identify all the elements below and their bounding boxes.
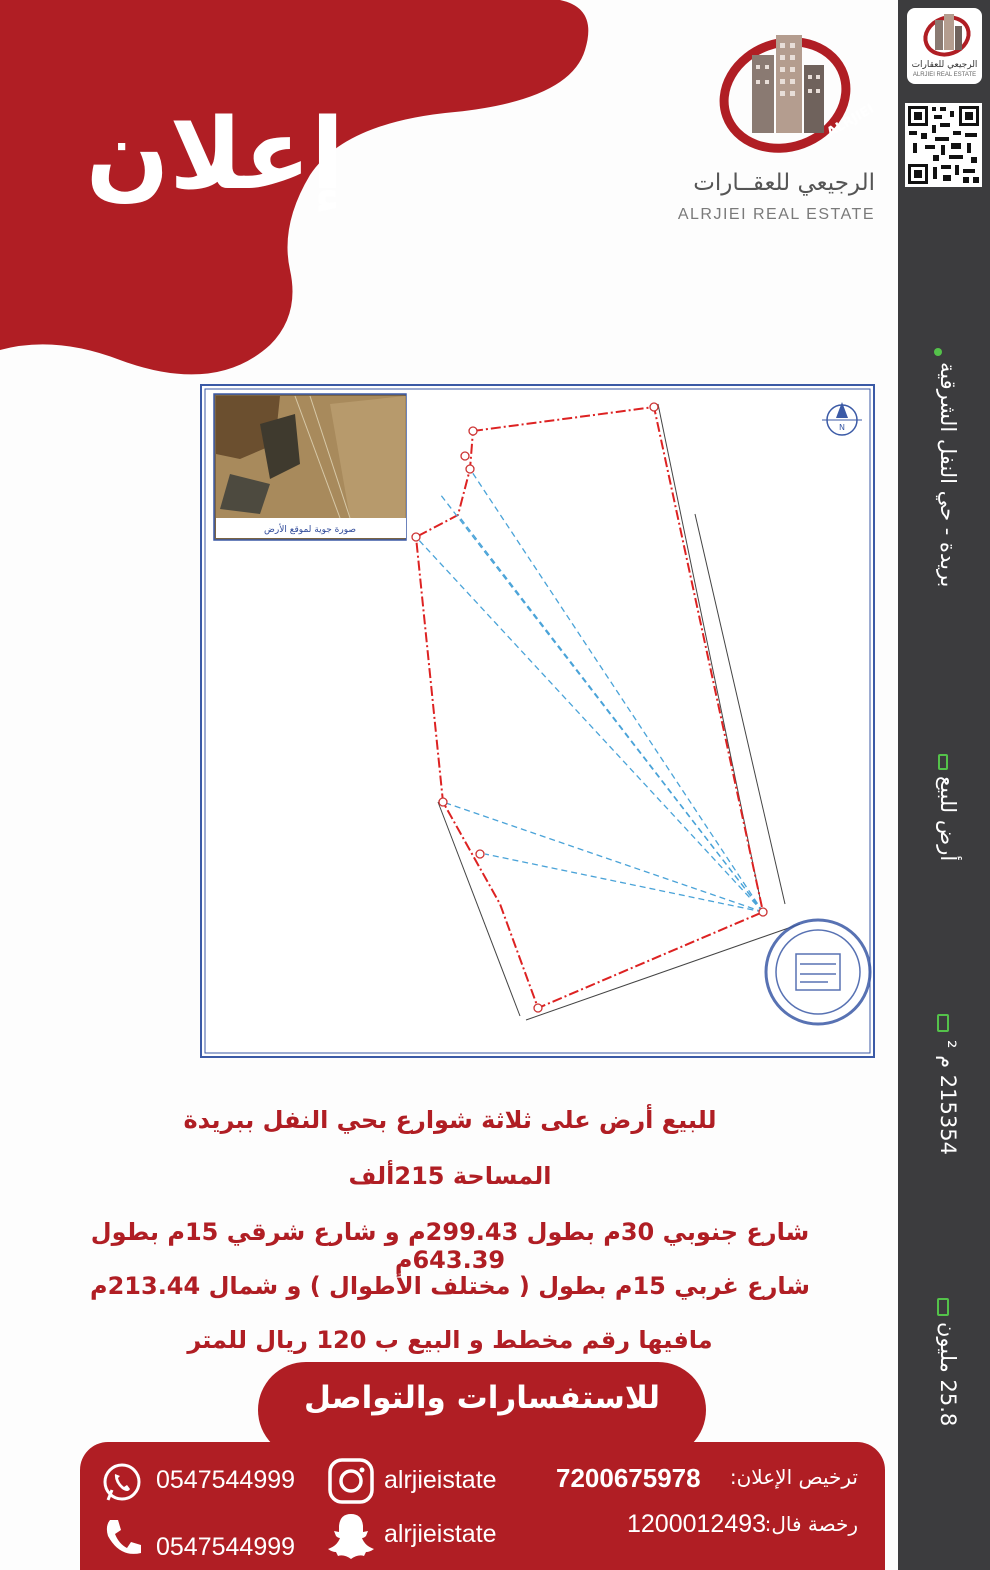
- contact-heading: للاستفسارات والتواصل: [303, 1380, 661, 1416]
- aerial-photo: [214, 394, 406, 540]
- license-label: ترخيص الإعلان:: [729, 1465, 858, 1489]
- brand-name-english: ALRJIEI REAL ESTATE: [677, 206, 875, 223]
- price-icon: [937, 1298, 949, 1316]
- brand-name-arabic: الرجيعي للعقــارات: [693, 170, 875, 196]
- fal-number: 1200012493: [627, 1510, 767, 1538]
- desc-line-1: للبيع أرض على ثلاثة شوارع بحي النفل ببريدة: [183, 1106, 717, 1134]
- aerial-caption: صورة جوية لموقع الأرض: [263, 525, 357, 535]
- instagram-icon[interactable]: [326, 1456, 376, 1506]
- desc-line-4: شارع غربي 15م بطول ( مختلف الأطوال ) و شمال 213.44م: [90, 1272, 810, 1300]
- fal-label: رخصة فال:: [764, 1512, 858, 1536]
- land-plan-drawing: [200, 384, 876, 1060]
- building-logo-icon: [690, 25, 880, 165]
- snapchat-handle[interactable]: alrjieistate: [384, 1520, 497, 1548]
- logo-ring-text: ALRJIEI: [824, 101, 877, 141]
- location-dot-icon: [934, 348, 942, 356]
- sidebar-area: 215354 م ²: [936, 1040, 960, 1155]
- desc-line-3: شارع جنوبي 30م بطول 299.43م و شارع شرقي 15م بطول 643.39م: [90, 1218, 810, 1274]
- north-label: N: [839, 423, 845, 432]
- whatsapp-icon[interactable]: [100, 1460, 144, 1504]
- instagram-handle[interactable]: alrjieistate: [384, 1466, 497, 1494]
- sidebar-logo-caption-en: ALRJIEI REAL ESTATE: [912, 72, 977, 78]
- area-icon: [937, 1014, 949, 1032]
- building-logo-icon: [907, 8, 982, 63]
- brand-logo: [690, 25, 880, 169]
- sidebar-brand-logo[interactable]: [907, 8, 982, 84]
- desc-line-2: المساحة 215ألف: [348, 1162, 552, 1190]
- sidebar-property-type: أرض للبيع: [936, 776, 960, 862]
- license-number: 7200675978: [556, 1463, 701, 1493]
- page-title: إعلان: [85, 98, 345, 212]
- phone-number[interactable]: 0547544999: [156, 1533, 296, 1561]
- sidebar-location: بريدة - حي النفل الشرقية: [936, 362, 960, 588]
- sidebar-logo-caption-ar: الرجيعي للعقارات: [911, 60, 978, 70]
- qr-code-icon[interactable]: [905, 103, 982, 187]
- desc-line-5: مافيها رقم مخطط و البيع ب 120 ريال للمتر: [187, 1326, 713, 1354]
- snapchat-icon[interactable]: [324, 1508, 378, 1562]
- tag-icon: [938, 754, 948, 770]
- phone-icon[interactable]: [100, 1514, 146, 1560]
- sidebar-price: 25.8 مليون: [936, 1322, 960, 1427]
- whatsapp-number[interactable]: 0547544999: [156, 1466, 296, 1494]
